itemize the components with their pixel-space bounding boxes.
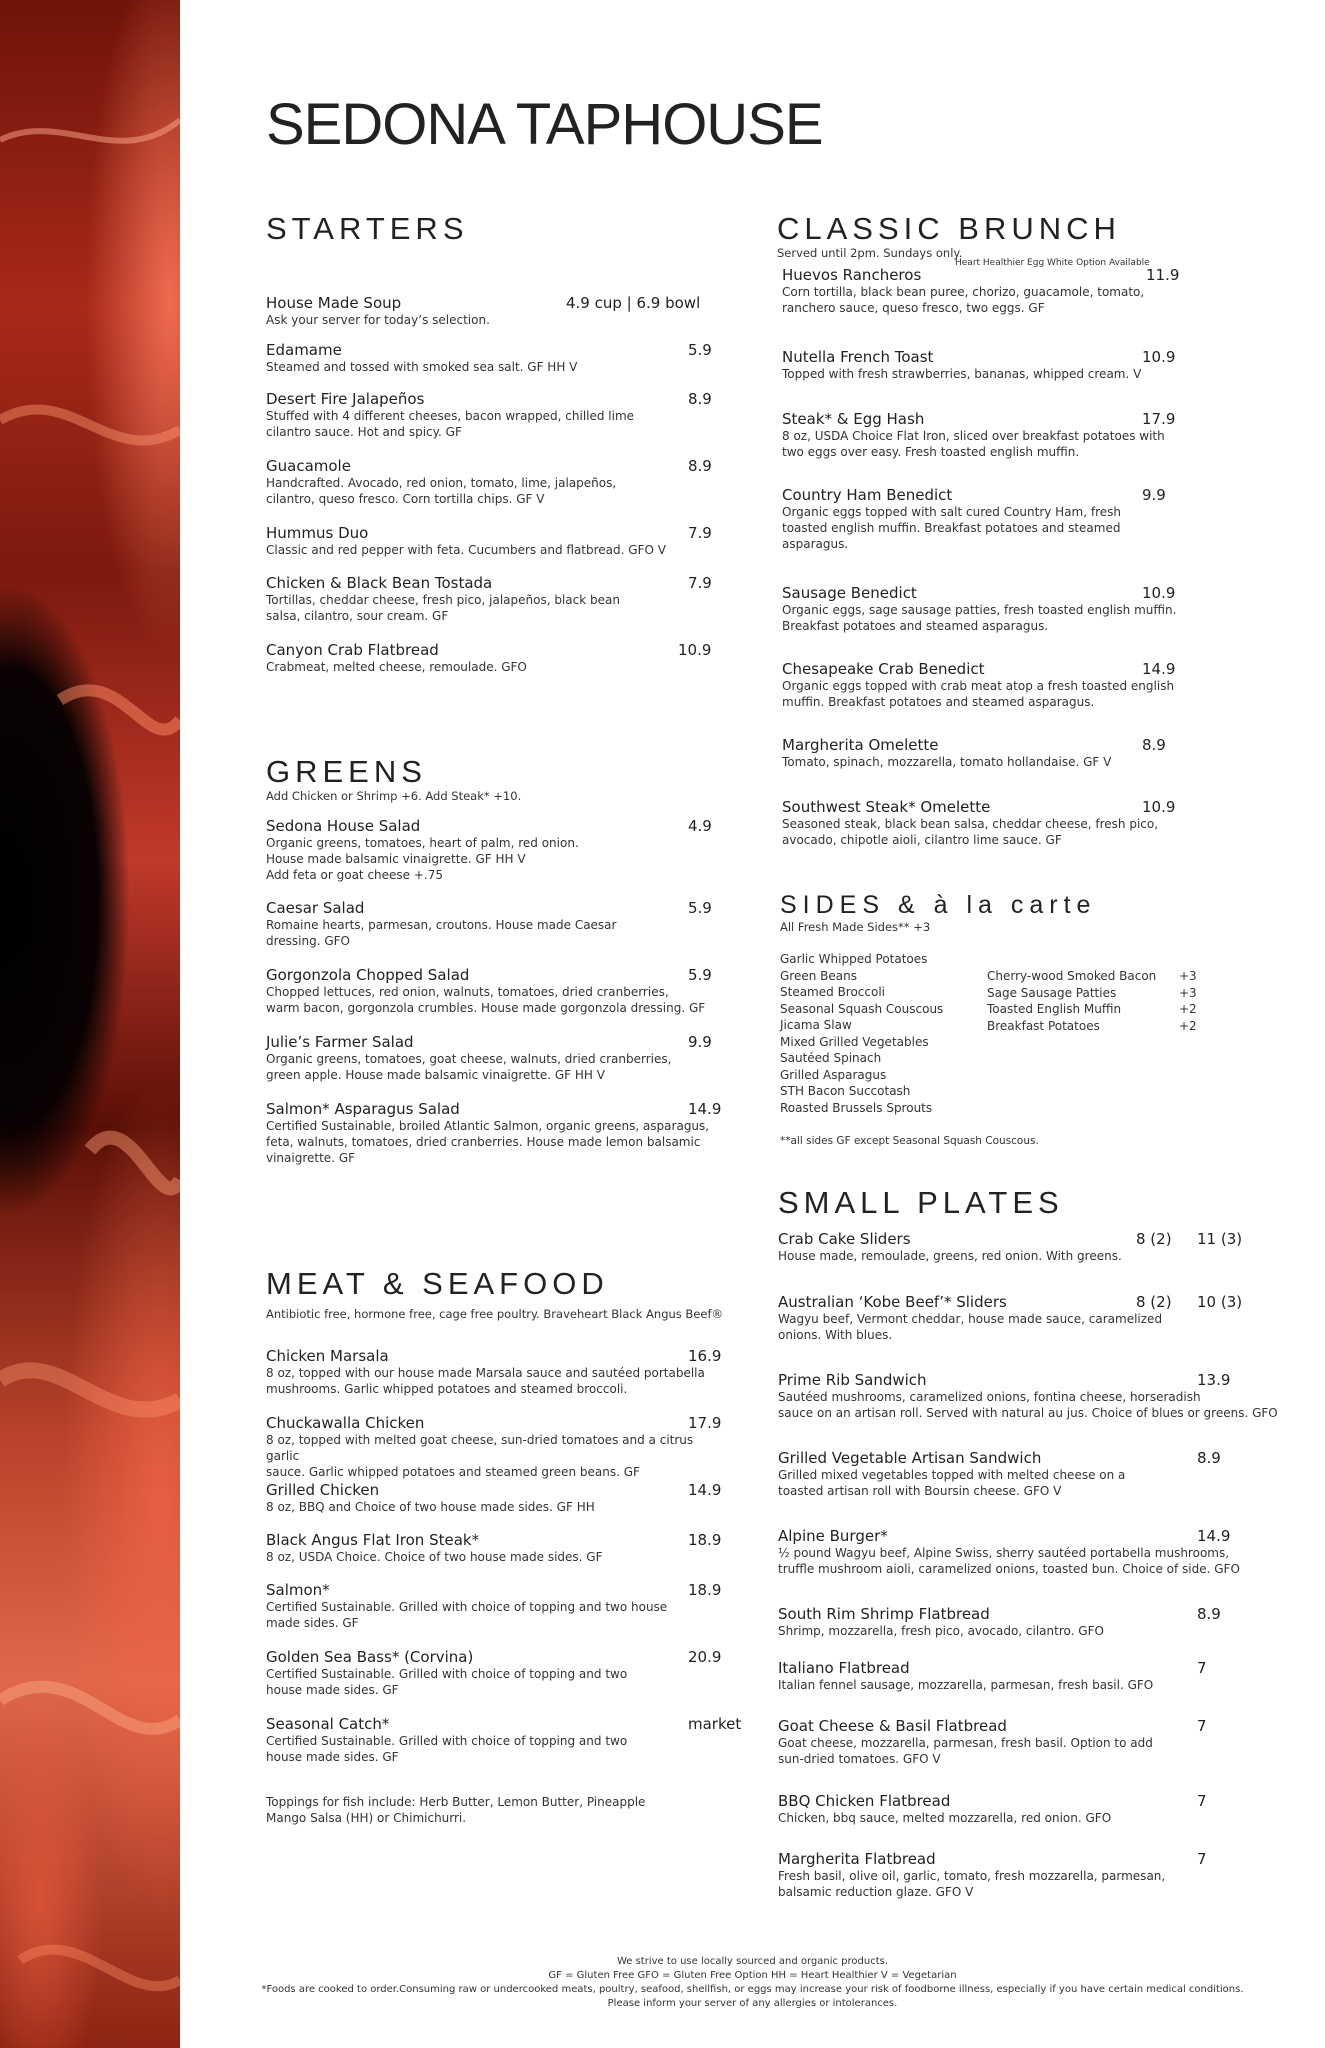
item-desc: House made, remoulade, greens, red onion. With greens. xyxy=(778,1249,1122,1263)
item-price: 4.9 cup | 6.9 bowl xyxy=(566,294,701,312)
brunch-heading: CLASSIC BRUNCH xyxy=(777,211,1121,246)
item-desc: Stuffed with 4 different cheeses, bacon wrapped, chilled lime cilantro sauce. Hot and spicy. GF xyxy=(266,409,635,439)
menu-item xyxy=(266,1581,722,1631)
menu-item xyxy=(778,1605,1221,1639)
menu-item xyxy=(266,1033,712,1083)
meat-seafood-section xyxy=(266,1266,742,1825)
sides-list: Garlic Whipped Potatoes Green Beans Steamed Broccoli Seasonal Squash Couscous Jicama Slaw Mixed Grilled Vegetables Sautéed Spinach Grilled Asparagus STH Bacon Succotash Roasted Brussels Sprouts xyxy=(780,952,944,1115)
menu-item xyxy=(266,899,712,949)
item-price: 20.9 xyxy=(688,1648,722,1666)
toppings-text: Toppings for fish include: Herb Butter, Lemon Butter, Pineapple Mango Salsa (HH) or Chimichurri. xyxy=(266,1795,646,1825)
item-name: Alpine Burger* xyxy=(778,1527,888,1545)
greens-heading: GREENS xyxy=(266,754,427,789)
item-price: 14.9 xyxy=(688,1100,722,1118)
menu-item xyxy=(266,817,712,883)
item-desc: Corn tortilla, black bean puree, chorizo, guacamole, tomato, ranchero sauce, queso fresco, two eggs. GF xyxy=(782,285,1145,315)
footer-sourcing: We strive to use locally sourced and organic products. xyxy=(616,1956,889,1967)
item-price: 5.9 xyxy=(688,966,712,984)
menu-item xyxy=(778,1293,1243,1343)
menu-item xyxy=(266,1414,726,1480)
item-desc: 8 oz, USDA Choice Flat Iron, sliced over breakfast potatoes with two eggs over easy. Fresh toasted english muffin. xyxy=(782,429,1165,459)
menu-item xyxy=(266,641,712,675)
item-price-large: 10 (3) xyxy=(1197,1293,1243,1311)
egg-white-note: Heart Healthier Egg White Option Available xyxy=(955,258,1150,268)
item-desc: Tomato, spinach, mozzarella, tomato hollandaise. GF V xyxy=(782,755,1112,769)
footer-legend: GF = Gluten Free GFO = Gluten Free Option HH = Heart Healthier V = Vegetarian xyxy=(548,1970,957,1981)
restaurant-name: SEDONA TAPHOUSE xyxy=(266,92,823,157)
item-name: Italiano Flatbread xyxy=(778,1659,910,1677)
item-name: Prime Rib Sandwich xyxy=(778,1371,927,1389)
menu-item xyxy=(266,1648,722,1698)
item-name: Golden Sea Bass* (Corvina) xyxy=(266,1648,474,1666)
meat-subtitle: Antibiotic free, hormone free, cage free poultry. Braveheart Black Angus Beef® xyxy=(266,1307,724,1321)
item-name: House Made Soup xyxy=(266,294,402,312)
item-price: 18.9 xyxy=(688,1581,722,1599)
item-name: Chicken Marsala xyxy=(266,1347,389,1365)
item-name: Sausage Benedict xyxy=(782,584,917,602)
item-name: Salmon* xyxy=(266,1581,330,1599)
item-name: Gorgonzola Chopped Salad xyxy=(266,966,470,984)
item-name: Guacamole xyxy=(266,457,351,475)
item-name: Chicken & Black Bean Tostada xyxy=(266,574,493,592)
item-name: Chesapeake Crab Benedict xyxy=(782,660,985,678)
item-desc: Certified Sustainable, broiled Atlantic Salmon, organic greens, asparagus, feta, walnuts, tomatoes, dried cranberries. House made lemon balsamic vinaigrette. GF xyxy=(266,1119,710,1165)
item-name: Edamame xyxy=(266,341,342,359)
brunch-subtitle: Served until 2pm. Sundays only. xyxy=(777,246,963,260)
menu-item xyxy=(266,1531,722,1565)
footer-notes xyxy=(180,1955,1325,2011)
item-name: Goat Cheese & Basil Flatbread xyxy=(778,1717,1007,1735)
menu-item xyxy=(782,736,1166,770)
menu-item xyxy=(782,266,1180,316)
brunch-section xyxy=(777,211,1197,847)
item-price: 10.9 xyxy=(1142,584,1176,602)
item-desc: Crabmeat, melted cheese, remoulade. GFO xyxy=(266,660,527,674)
item-desc: Organic greens, tomatoes, goat cheese, walnuts, dried cranberries, green apple. House made balsamic vinaigrette. GF HH V xyxy=(266,1052,672,1082)
item-price: 16.9 xyxy=(688,1347,722,1365)
item-price: 11.9 xyxy=(1146,266,1180,284)
item-name: Grilled Chicken xyxy=(266,1481,380,1499)
item-price: 8 (2) xyxy=(1136,1230,1172,1248)
item-desc: Grilled mixed vegetables topped with melted cheese on a toasted artisan roll with Boursin cheese. GFO V xyxy=(778,1468,1126,1498)
item-name: Chuckawalla Chicken xyxy=(266,1414,425,1432)
item-price: market xyxy=(688,1715,742,1733)
item-price: 8 (2) xyxy=(1136,1293,1172,1311)
item-name: Nutella French Toast xyxy=(782,348,934,366)
menu-item xyxy=(778,1717,1207,1767)
item-desc: Certified Sustainable. Grilled with choice of topping and two house made sides. GF xyxy=(266,1734,628,1764)
menu-item xyxy=(778,1230,1243,1264)
sides-section xyxy=(780,893,1240,934)
item-desc: Classic and red pepper with feta. Cucumbers and flatbread. GFO V xyxy=(266,543,666,557)
item-price: 10.9 xyxy=(678,641,712,659)
item-name: Australian ‘Kobe Beef’* Sliders xyxy=(778,1293,1007,1311)
item-desc: Certified Sustainable. Grilled with choice of topping and two house made sides. GF xyxy=(266,1600,668,1630)
item-name: Margherita Flatbread xyxy=(778,1850,936,1868)
footer-warning: *Foods are cooked to order.Consuming raw or undercooked meats, poultry, seafood, shellfish, or eggs may increase your risk of foodborne illness, especially if you have certain medical conditions. xyxy=(261,1984,1244,1995)
item-desc: Romaine hearts, parmesan, croutons. House made Caesar dressing. GFO xyxy=(266,918,617,948)
item-name: Julie’s Farmer Salad xyxy=(266,1033,414,1051)
menu-item xyxy=(266,524,712,558)
item-price: 7 xyxy=(1197,1792,1207,1810)
menu-item xyxy=(266,341,712,375)
item-price: 18.9 xyxy=(688,1531,722,1549)
item-desc: Organic greens, tomatoes, heart of palm, red onion. House made balsamic vinaigrette. GF HH V Add feta or goat cheese +.75 xyxy=(266,836,579,882)
item-desc: Fresh basil, olive oil, garlic, tomato, fresh mozzarella, parmesan, balsamic reduction glaze. GFO V xyxy=(778,1869,1166,1899)
item-desc: Handcrafted. Avocado, red onion, tomato, lime, jalapeños, cilantro, queso fresco. Corn tortilla chips. GF V xyxy=(266,476,617,506)
item-name: Country Ham Benedict xyxy=(782,486,953,504)
menu-item xyxy=(782,660,1174,710)
item-desc: Seasoned steak, black bean salsa, cheddar cheese, fresh pico, avocado, chipotle aioli, cilantro lime sauce. GF xyxy=(782,817,1159,847)
item-desc: 8 oz, topped with our house made Marsala sauce and sautéed portabella mushrooms. Garlic whipped potatoes and steamed broccoli. xyxy=(266,1366,705,1396)
item-name: Grilled Vegetable Artisan Sandwich xyxy=(778,1449,1042,1467)
item-price: 7 xyxy=(1197,1850,1207,1868)
item-price: 5.9 xyxy=(688,341,712,359)
item-price: 8.9 xyxy=(1197,1449,1221,1467)
item-price: 9.9 xyxy=(688,1033,712,1051)
item-name: Canyon Crab Flatbread xyxy=(266,641,439,659)
menu-item xyxy=(778,1792,1207,1826)
item-name: Hummus Duo xyxy=(266,524,369,542)
item-name: Black Angus Flat Iron Steak* xyxy=(266,1531,480,1549)
menu-item xyxy=(266,390,712,440)
small-plates-heading: SMALL PLATES xyxy=(778,1185,1064,1220)
item-name: Margherita Omelette xyxy=(782,736,939,754)
menu-item xyxy=(266,574,712,624)
item-desc: Certified Sustainable. Grilled with choice of topping and two house made sides. GF xyxy=(266,1667,628,1697)
menu-item xyxy=(782,584,1176,634)
item-desc: Organic eggs topped with crab meat atop a fresh toasted english muffin. Breakfast potatoes and steamed asparagus. xyxy=(782,679,1175,709)
item-price: 7 xyxy=(1197,1717,1207,1735)
item-desc: ½ pound Wagyu beef, Alpine Swiss, sherry sautéed portabella mushrooms, truffle mushroom aioli, caramelized onions, toasted bun. Choice of side. GFO xyxy=(778,1546,1240,1576)
menu-item xyxy=(782,798,1176,848)
item-desc: Shrimp, mozzarella, fresh pico, avocado, cilantro. GFO xyxy=(778,1624,1104,1638)
item-price: 8.9 xyxy=(1142,736,1166,754)
alacarte-prices: +3 +3 +2 +2 xyxy=(1179,969,1197,1033)
item-name: Southwest Steak* Omelette xyxy=(782,798,991,816)
menu-item xyxy=(778,1371,1278,1421)
item-price: 8.9 xyxy=(688,390,712,408)
greens-section xyxy=(266,754,726,1165)
item-price: 14.9 xyxy=(1197,1527,1231,1545)
menu-item xyxy=(778,1850,1207,1900)
item-desc: Ask your server for today’s selection. xyxy=(266,313,490,327)
meat-heading: MEAT & SEAFOOD xyxy=(266,1266,609,1301)
item-price: 10.9 xyxy=(1142,798,1176,816)
item-price: 7 xyxy=(1197,1659,1207,1677)
canyon-photo xyxy=(0,0,180,2048)
item-desc: Chicken, bbq sauce, melted mozzarella, red onion. GFO xyxy=(778,1811,1112,1825)
menu-item xyxy=(266,966,712,1016)
item-price: 8.9 xyxy=(688,457,712,475)
starters-heading: STARTERS xyxy=(266,211,469,246)
footer-allergies: Please inform your server of any allergies or intolerances. xyxy=(607,1998,898,2009)
item-price: 5.9 xyxy=(688,899,712,917)
sides-subtitle: All Fresh Made Sides** +3 xyxy=(780,920,931,934)
item-desc: Steamed and tossed with smoked sea salt. GF HH V xyxy=(266,360,578,374)
item-price: 7.9 xyxy=(688,524,712,542)
item-desc: Chopped lettuces, red onion, walnuts, tomatoes, dried cranberries, warm bacon, gorgonzola crumbles. House made gorgonzola dressing. GF xyxy=(266,985,706,1015)
menu-item xyxy=(782,348,1176,382)
menu-item xyxy=(266,457,712,507)
item-price: 8.9 xyxy=(1197,1605,1221,1623)
item-name: Huevos Rancheros xyxy=(782,266,922,284)
item-price: 7.9 xyxy=(688,574,712,592)
item-price: 14.9 xyxy=(1142,660,1176,678)
alacarte-list: Cherry-wood Smoked Bacon Sage Sausage Patties Toasted English Muffin Breakfast Potatoes xyxy=(987,969,1157,1033)
small-plates-section xyxy=(778,1185,1298,1899)
sides-note: **all sides GF except Seasonal Squash Couscous. xyxy=(780,1135,1039,1147)
item-price: 13.9 xyxy=(1197,1371,1231,1389)
item-desc: Organic eggs, sage sausage patties, fresh toasted english muffin. Breakfast potatoes and steamed asparagus. xyxy=(782,603,1177,633)
item-name: BBQ Chicken Flatbread xyxy=(778,1792,951,1810)
menu-item xyxy=(778,1449,1221,1499)
item-desc: 8 oz, BBQ and Choice of two house made sides. GF HH xyxy=(266,1500,595,1514)
menu-item xyxy=(266,1347,722,1397)
item-name: Seasonal Catch* xyxy=(266,1715,390,1733)
menu-item xyxy=(266,1100,722,1166)
item-name: Crab Cake Sliders xyxy=(778,1230,911,1248)
item-name: Desert Fire Jalapeños xyxy=(266,390,425,408)
greens-subtitle: Add Chicken or Shrimp +6. Add Steak* +10. xyxy=(266,789,522,803)
item-price-large: 11 (3) xyxy=(1197,1230,1243,1248)
menu-item xyxy=(782,410,1176,460)
menu-item xyxy=(782,486,1166,552)
item-desc: Italian fennel sausage, mozzarella, parmesan, fresh basil. GFO xyxy=(778,1678,1154,1692)
item-name: South Rim Shrimp Flatbread xyxy=(778,1605,990,1623)
item-name: Salmon* Asparagus Salad xyxy=(266,1100,460,1118)
item-price: 17.9 xyxy=(688,1414,722,1432)
item-desc: Organic eggs topped with salt cured Country Ham, fresh toasted english muffin. Breakfast potatoes and steamed asparagus. xyxy=(782,505,1122,551)
menu-item xyxy=(778,1659,1207,1693)
item-price: 14.9 xyxy=(688,1481,722,1499)
item-price: 9.9 xyxy=(1142,486,1166,504)
canyon-texture xyxy=(0,0,180,2048)
item-desc: Sautéed mushrooms, caramelized onions, fontina cheese, horseradish sauce on an artisan roll. Served with natural au jus. Choice of blues or greens. GFO xyxy=(778,1390,1278,1420)
menu-item xyxy=(266,1481,722,1515)
menu-item xyxy=(266,294,701,328)
item-price: 4.9 xyxy=(688,817,712,835)
item-name: Steak* & Egg Hash xyxy=(782,410,925,428)
item-name: Sedona House Salad xyxy=(266,817,421,835)
item-price: 10.9 xyxy=(1142,348,1176,366)
item-desc: Wagyu beef, Vermont cheddar, house made sauce, caramelized onions. With blues. xyxy=(778,1312,1163,1342)
menu-item xyxy=(266,1715,742,1765)
item-desc: 8 oz, USDA Choice. Choice of two house made sides. GF xyxy=(266,1550,603,1564)
menu-item xyxy=(778,1527,1240,1577)
sides-heading: SIDES & à la carte xyxy=(780,891,1097,919)
toppings-note xyxy=(266,1794,645,1826)
item-price: 17.9 xyxy=(1142,410,1176,428)
item-desc: Topped with fresh strawberries, bananas, whipped cream. V xyxy=(782,367,1142,381)
item-desc: Goat cheese, mozzarella, parmesan, fresh basil. Option to add sun-dried tomatoes. GFO V xyxy=(778,1736,1153,1766)
item-desc: 8 oz, topped with melted goat cheese, sun-dried tomatoes and a citrus garlic sauce. Garlic whipped potatoes and steamed green beans. GF xyxy=(266,1433,694,1479)
item-desc: Tortillas, cheddar cheese, fresh pico, jalapeños, black bean salsa, cilantro, sour cream. GF xyxy=(266,593,620,623)
starters-section xyxy=(266,211,716,674)
item-name: Caesar Salad xyxy=(266,899,365,917)
